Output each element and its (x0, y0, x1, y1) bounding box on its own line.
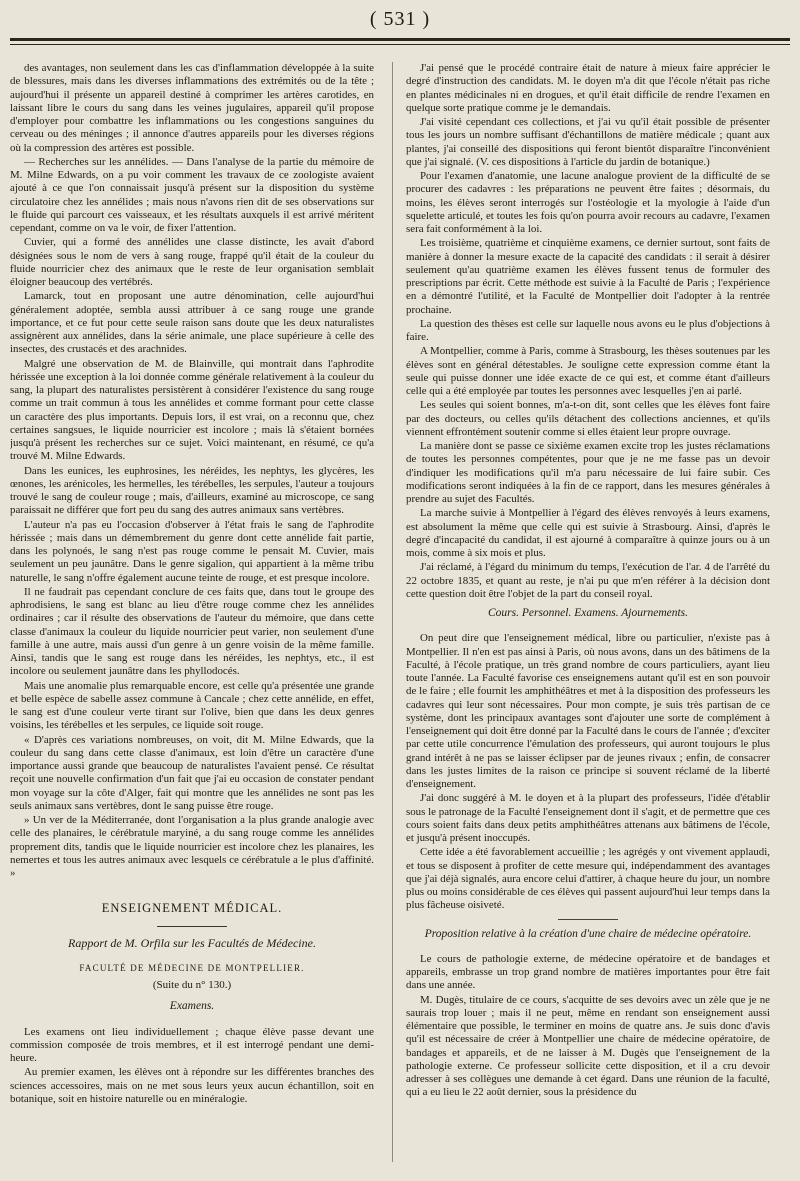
left-top-text (10, 62, 374, 880)
proposition-heading: Proposition relative à la création d'une chaire de médecine opératoire. (424, 927, 752, 940)
paragraph: M. Dugès, titulaire de ce cours, s'acquitte de ses devoirs avec un zèle que je ne saurais trop louer ; mais il ne peut, même en rendant son enseignement aussi élémentaire que possible, le terminer en moins de quatre ans. Je suis donc d'avis qu'il est nécessaire de créer à Montpellier une chaire de médecine opératoire, de bandages et appareils, et de ne laisser à M. Dugès que l'enseignement de la pathologie externe. Ce professeur sollicite cette disposition, et il a cru devoir adresser à ses collègues une demande à cet égard. Dans une réunion de la faculté, qui a eu lieu le 22 août dernier, sous la présidence du (406, 993, 770, 1099)
faculty-line: FACULTÉ DE MÉDECINE DE MONTPELLIER. (79, 962, 305, 973)
paragraph: La question des thèses est celle sur laquelle nous avons eu le plus d'objections à faire. (406, 317, 770, 343)
paragraph: Mais une anomalie plus remarquable encore, est celle qu'a présentée une grande et belle espèce de sabelle assez commune à Cancale ; chez cette annélide, en effet, le sang est d'une couleur verte tirant sur l'olive, bien que dans les deux genres voisins, les térébelles et les serpules, ce liquide soit rouge. (10, 679, 374, 732)
column-divider (392, 62, 393, 1162)
page-number: ( 531 ) (369, 8, 431, 30)
paragraph: Lamarck, tout en proposant une autre dénomination, celle aujourd'hui généralement adoptée, sembla aussi attribuer à ce sang rouge une grande importance, et ce fut pour cette seule raison sans doute que les deux naturalistes assignèrent aux annélides, dans la série animale, une place supérieure à celle des insectes, des crustacés et des arachnides. (10, 290, 374, 356)
paragraph: Pour l'examen d'anatomie, une lacune analogue provient de la difficulté de se procurer des cadavres : les préparations ne peuvent être faites ; désormais, du moins, les élèves seront interrogés sur l'ostéologie et la myologie à l'aide d'un squelette articulé, et toutes les fois qu'on pourra avoir recours au cadavre, l'examen sera fait conformément à la loi. (406, 170, 770, 235)
paragraph: Malgré une observation de M. de Blainville, qui montrait dans l'aphrodite hérissée une exception à la loi donnée comme générale relativement à la couleur du sang, la plupart des naturalistes persistèrent à considérer l'existence du sang rouge comme un trait commun à tous les annélides et comme formant pour cette classe un caractère des plus importants. Depuis lors, il est vrai, on a reconnu que, chez certaines sangsues, le liquide nourricier est incolore ; mais là s'étaient bornées jusqu'à présent les recherches sur ce sujet. Voici maintenant, en résumé, ce qu'a trouvé M. Milne Edwards. (10, 357, 374, 463)
paragraph: A Montpellier, comme à Paris, comme à Strasbourg, les thèses soutenues par les élèves sont en général détestables. Je souligne cette expression comme étant la seule qui puisse donner une idée exacte de ce qui est, et comme étant d'ailleurs celle qui a été employée par toutes les personnes avec lesquelles j'en ai parlé. (406, 345, 770, 397)
paragraph: La manière dont se passe ce sixième examen excite trop les justes réclamations de toutes les personnes compétentes, pour que je ne me fasse pas un devoir d'indiquer les modifications qu'il m'a paru nécessaire de lui faire subir. Ces modifications seront indiquées à la fin de ce rapport, dans les mesures générales à prendre au sujet des Facultés. (406, 440, 770, 505)
left-column (10, 62, 374, 1172)
paragraph: Les seules qui soient bonnes, m'a-t-on dit, sont celles que les élèves font faire par des docteurs, ou celles qu'ils détachent des collections anciennes, et qu'ils viennent effrontément soutenir comme si elles étaient leur propre ouvrage. (406, 399, 770, 438)
paragraph: La marche suivie à Montpellier à l'égard des élèves renvoyés à leurs examens, est absolument la même que celle qui est suivie à Strasbourg. Ainsi, d'après le degré d'incapacité du candidat, il est ajourné à comparaître à quinze jours ou à un mois, comme à six mois et plus. (406, 507, 770, 559)
paragraph: J'ai donc suggéré à M. le doyen et à la plupart des professeurs, l'idée d'établir sous le patronage de la Faculté l'enseignement dont il s'agit, et de permettre que ces cours soient faits dans deux petits amphithéâtres attenans aux bâtimens de l'école, et jusqu'à présent inoccupés. (406, 792, 770, 844)
paragraph: Cuvier, qui a formé des annélides une classe distincte, les avait d'abord désignées sous le nom de vers à sang rouge, frappé qu'il était de la couleur du fluide nourricier chez des animaux que le reste de leur organisation semblait éloigner beaucoup des vertébrés. (10, 236, 374, 288)
paragraph: J'ai visité cependant ces collections, et j'ai vu qu'il était possible de présenter tous les jours un nombre suffisant d'échantillons de matière médicale ; quant aux plantes, j'ai conseillé des dispositions qui feront bientôt disparaître l'inconvénient que j'ai signalé. (V. ces dispositions à l'article du jardin de botanique.) (406, 116, 770, 168)
paragraph: des avantages, non seulement dans les cas d'inflammation développée à la suite de blessures, mais dans les diverses inflammations des extrémités ou de la tête ; aujourd'hui il présente un appareil destiné à comprimer les artères carotides, en laissant libre le cours du sang dans les veines jugulaires, appareil qu'il propose d'employer pour combattre les inflammations ou les congestions sanguines du cerveau ou des méninges ; il annonce d'autres appareils pour les diverses régions où la compression des artères est possible. (10, 62, 374, 154)
paragraph: « D'après ces variations nombreuses, on voit, dit M. Milne Edwards, que la couleur du sang dans cette classe d'animaux, est loin d'être un caractère d'une importance aussi grande que beaucoup de naturalistes l'avaient pensé. Ce résultat reçoit une nouvelle confirmation d'un fait que j'ai eu occasion de constater pendant mon voyage sur la côte d'Alger, fait qui montre que les annélides ne sont pas les seuls animaux sans vertèbres, dont le sang puisse être rouge. (10, 733, 374, 812)
paragraph: Le cours de pathologie externe, de médecine opératoire et de bandages et appareils, embrasse un trop grand nombre de matières importantes pour être fait dans une année. (406, 952, 770, 992)
paragraph: Cette idée a été favorablement accueillie ; les agrégés y ont vivement applaudi, et tous se disposent à profiter de cette mesure qui, indépendamment des avantages que j'ai déjà signalés, aura encore celui d'attirer, à chaque heure du jour, un nombre plus ou moins considérable de ces élèves qui passent aujourd'hui leur temps dans la plus fâcheuse oisiveté. (406, 846, 770, 912)
paragraph: On peut dire que l'enseignement médical, libre ou particulier, n'existe pas à Montpellier. Il n'en est pas ainsi à Paris, où nous avons, dans un des bâtimens de la Faculté, à l'école pratique, un très grand nombre de cours particuliers, ayant lieu toute l'année. La Faculté favorise ces enseignemens autant qu'il est en son pouvoir de le faire ; elle fournit les amphithéâtres et met à la disposition des professeurs les cadavres qui leur sont nécessaires. Pour mon compte, je suis très partisan de ce système, dont les principaux avantages sont d'ajouter une sorte de complément à l'enseignement qui doit être donné par la Faculté dans le cours de l'année ; d'exciter par cette utile concurrence l'émulation des professeurs, qui auront toujours le plus grand intérêt à ne pas se laisser éclipser par de jeunes rivaux ; enfin, de consacrer dans les justes limites de la raison ce principe si souvent réclamé de la liberté d'enseignement. (406, 632, 770, 790)
paragraph: » Un ver de la Méditerranée, dont l'organisation a la plus grande analogie avec celle des planaires, le cérébratule maryiné, a du sang rouge comme les annélides proprement dits, tandis que le liquide nourricier est incolore chez les planaires, les nemertes et tous les autres animaux avec lesquels ce cérébratule a le plus d'affinité. » (10, 814, 374, 879)
paragraph: J'ai réclamé, à l'égard du minimum du temps, l'exécution de l'ar. 4 de l'arrêté du 22 octobre 1835, et quant au reste, je n'ai pu que m'en référer à la décision dont cette question doit être l'objet de la part du conseil royal. (406, 561, 770, 600)
right-middle-text (406, 632, 770, 912)
proposition-rule (558, 919, 618, 920)
exam-heading: Examens. (169, 1000, 215, 1013)
paragraph: L'auteur n'a pas eu l'occasion d'observer à l'état frais le sang de l'aphrodite hérissée ; mais dans un démembrement du genre dont cette annélide fait partie, dans les polynoés, le sang n'est pas rouge comme le pensait M. Cuvier, mais seulement un peu jaunâtre. Dans le genre sigalion, qui appartient à la même tribu naturelle, le sang n'offre également aucune teinte de rouge, et est presque incolore. (10, 518, 374, 584)
paragraph: Les troisième, quatrième et cinquième examens, ce dernier surtout, sont faits de manière à donner la mesure exacte de la capacité des candidats : il serait à désirer seulement qu'au quatrième examen les élèves fussent tenus de formuler des prescriptions par écrit. Cette méthode est suivie à la Faculté de Paris ; l'expérience en a démontré l'utilité, et la Faculté de Montpellier doit l'adopter à la rentrée prochaine. (406, 237, 770, 316)
right-top-text (406, 62, 770, 601)
section-title: ENSEIGNEMENT MÉDICAL. (101, 901, 283, 916)
cours-heading: Cours. Personnel. Examens. Ajournements. (487, 607, 689, 619)
paragraph: J'ai pensé que le procédé contraire était de nature à mieux faire apprécier le degré d'instruction des candidats. M. le doyen m'a dit que l'école n'était pas riche en plantes médicinales ni en drogues, et qu'il était difficile de rendre l'examen en quelque sorte pratique comme je le demandais. (406, 62, 770, 114)
right-column (406, 62, 770, 1172)
paragraph: — Recherches sur les annélides. — Dans l'analyse de la partie du mémoire de M. Milne Edwards, on a pu voir comment les travaux de ce zoologiste avaient ajouté à ce que l'on connaissait jusqu'à présent sur la disposition du système circulatoire chez les annélides ; mais nous n'avons rien dit de ses observations sur le fluide qui parcourt ces vaisseaux, et les résultats auxquels il est arrivé méritent cependant, comme on va le voir, de fixer l'attention. (10, 155, 374, 234)
paragraph: Les examens ont lieu individuellement ; chaque élève passe devant une commission composée de trois membres, et il est interrogé pendant une demi-heure. (10, 1025, 374, 1064)
paragraph: Dans les eunices, les euphrosines, les néréides, les nephtys, les glycères, les œnones, les arénicoles, les hermelles, les térébelles, les serpules, l'auteur a toujours trouvé le sang de couleur rouge ; mais, d'ailleurs, examiné au microscope, ce sang paraissait ne différer que fort peu du sang des autres animaux sans vertèbres. (10, 464, 374, 517)
right-bottom-text (406, 953, 770, 1100)
report-title: Rapport de M. Orfila sur les Facultés de Médecine. (68, 935, 316, 950)
left-bottom-text (10, 1026, 374, 1107)
suite-line: (Suite du n° 130.) (152, 979, 232, 991)
paragraph: Il ne faudrait pas cependant conclure de ces faits que, dans tout le groupe des aphrodisiens, le sang est blanc au lieu d'être rouge comme chez les annélides ordinaires ; car il résulte des observations de l'auteur du mémoire, que dans cette classe d'animaux la couleur du liquide nourricier peut varier, non seulement d'une famille à une autre, mais aussi d'un genre à un genre voisin de la même famille. Ainsi, tandis que le sang est rouge dans les néréides, les nephtys, etc., il est incolore ou seulement jaunâtre dans les phyllodocés. (10, 585, 374, 678)
header-rule (10, 38, 790, 45)
section-title-rule (157, 926, 227, 927)
paragraph: Au premier examen, les élèves ont à répondre sur les différentes branches des sciences accessoires, mais on ne met sous leurs yeux aucun échantillon, soit en botanique, soit en histoire naturelle ou en minéralogie. (10, 1066, 374, 1105)
